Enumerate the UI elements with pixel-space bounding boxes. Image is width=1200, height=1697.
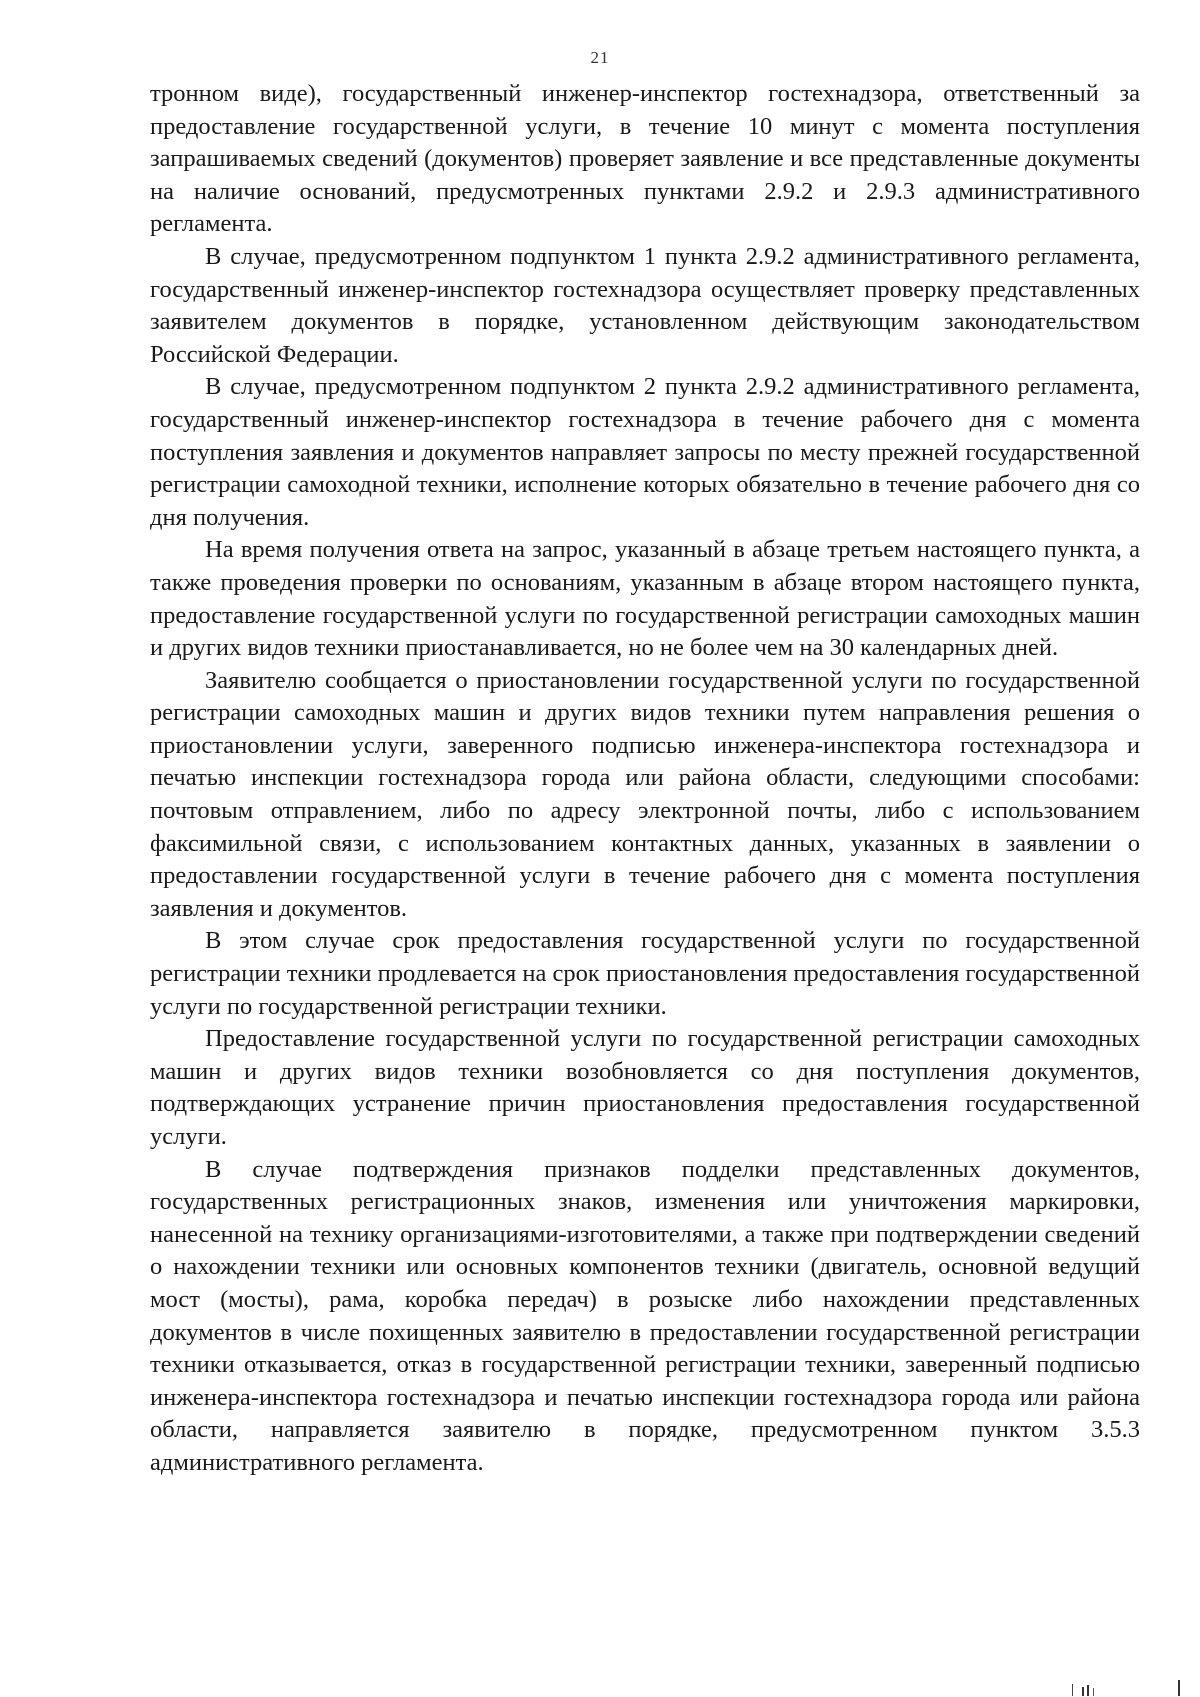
paragraph-2: В случае, предусмотренном подпунктом 1 пункта 2.9.2 административного регламента, государственный инженер-инспектор гостехнадзора осуществляет проверку представленных заявителем документов в порядке, установленном действующим законодательством Российской Федерации. <box>150 242 1140 368</box>
body-text <box>150 78 1140 1480</box>
paragraph-6: В этом случае срок предоставления государственной услуги по государственной регистрации техники продлевается на срок приостановления предоставления государственной услуги по государственной регистрации техники. <box>150 927 1140 1020</box>
paragraph-4: На время получения ответа на запрос, указанный в абзаце третьем настоящего пункта, а также проведения проверки по основаниям, указанным в абзаце втором настоящего пункта, предоставление государственной услуги по государственной регистрации самоходных машин и других видов техники приостанавливается, но не более чем на 30 календарных дней. <box>150 536 1140 662</box>
scan-artifact <box>1093 1688 1094 1696</box>
paragraph-5: Заявителю сообщается о приостановлении государственной услуги по государственной регистрации самоходных машин и других видов техники путем направления решения о приостановлении услуги, заверенного подписью инженера-инспектора гостехнадзора и печатью инспекции гостехнадзора города или района области, следующими способами: почтовым отправлением, либо по адресу электронной почты, либо с использованием факсимильной связи, с использованием контактных данных, указанных в заявлении о предоставлении государственной услуги в течение рабочего дня с момента поступления заявления и документов. <box>150 666 1140 922</box>
scan-artifact <box>1087 1685 1089 1696</box>
paragraph-1: тронном виде), государственный инженер-инспектор гостехнадзора, ответственный за предоставление государственной услуги, в течение 10 минут с момента поступления запрашиваемых сведений (документов) проверяет заявление и все представленные документы на наличие оснований, предусмотренных пунктами 2.9.2 и 2.9.3 административного регламента. <box>150 80 1140 238</box>
paragraph-3: В случае, предусмотренном подпунктом 2 пункта 2.9.2 административного регламента, государственный инженер-инспектор гостехнадзора в течение рабочего дня с момента поступления заявления и документов направляет запросы по месту прежней государственной регистрации самоходной техники, исполнение которых обязательно в течение рабочего дня со дня получения. <box>150 373 1140 531</box>
scan-artifact <box>1072 1684 1073 1696</box>
scan-artifact <box>1082 1687 1084 1696</box>
paragraph-8: В случае подтверждения признаков подделки представленных документов, государственных регистрационных знаков, изменения или уничтожения маркировки, нанесенной на технику организациями-изготовителями, а также при подтверждении сведений о нахождении техники или основных компонентов техники (двигатель, основной ведущий мост (мосты), рама, коробка передач) в розыске либо нахождении представленных документов в числе похищенных заявителю в предоставлении государственной регистрации техники отказывается, отказ в государственной регистрации техники, заверенный подписью инженера-инспектора гостехнадзора и печатью инспекции гостехнадзора города или района области, направляется заявителю в порядке, предусмотренном пунктом 3.5.3 административного регламента. <box>150 1155 1140 1476</box>
page-number: 21 <box>590 48 610 67</box>
scan-artifact <box>1178 1680 1180 1696</box>
paragraph-7: Предоставление государственной услуги по государственной регистрации самоходных машин и других видов техники возобновляется со дня поступления документов, подтверждающих устранение причин приостановления предоставления государственной услуги. <box>150 1025 1140 1150</box>
